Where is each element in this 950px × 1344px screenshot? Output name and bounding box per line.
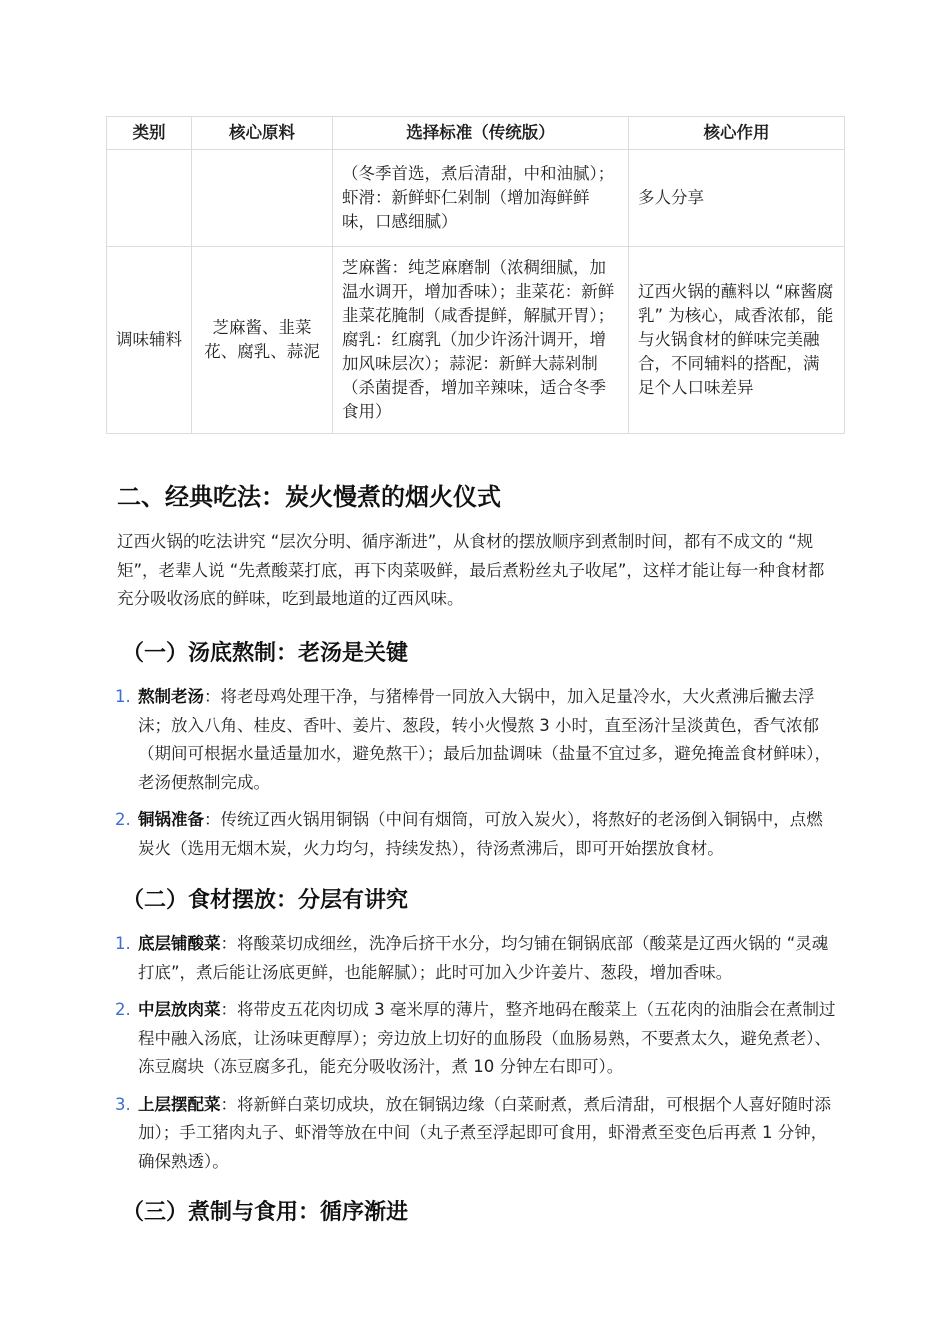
soup-steps-list — [115, 683, 837, 872]
list-item — [115, 1091, 837, 1177]
header-category: 类别 — [107, 117, 192, 150]
subsection-heading-soup: （一）汤底熬制：老汤是关键 — [122, 641, 409, 666]
subsection-heading-layout: （二）食材摆放：分层有讲究 — [122, 888, 409, 913]
list-item — [115, 996, 837, 1082]
list-item-label: 铜锅准备 — [138, 810, 204, 829]
table-row — [107, 150, 845, 247]
cell-standard: 芝麻酱：纯芝麻磨制（浓稠细腻，加温水调开，增加香味）；韭菜花：新鲜韭菜花腌制（咸香提鲜，解腻开胃）；腐乳：红腐乳（加少许汤汁调开，增加风味层次）；蒜泥：新鲜大蒜剁制（杀菌提香，增加辛辣味，适合冬季食用） — [333, 247, 629, 434]
list-item-text: ：将老母鸡处理干净，与猪棒骨一同放入大锅中，加入足量冷水，大火煮沸后撇去浮沫；放入八角、桂皮、香叶、姜片、葱段，转小火慢熬 3 小时，直至汤汁呈淡黄色，香气浓郁（期间可根据水量适量加水，避免熬干）；最后加盐调味（盐量不宜过多，避免掩盖食材鲜味），老汤便熬制完成。 — [138, 687, 831, 792]
cell-category — [107, 150, 192, 247]
list-number: 1. — [115, 687, 131, 706]
cell-role: 多人分享 — [629, 150, 845, 247]
section-heading: 二、经典吃法：炭火慢煮的烟火仪式 — [117, 483, 501, 511]
list-number: 2. — [115, 810, 131, 829]
table-header-row — [107, 117, 845, 150]
cell-standard: （冬季首选，煮后清甜，中和油腻）；虾滑：新鲜虾仁剁制（增加海鲜鲜味，口感细腻） — [333, 150, 629, 247]
header-standard: 选择标准（传统版） — [333, 117, 629, 150]
header-role: 核心作用 — [629, 117, 845, 150]
list-number: 3. — [115, 1094, 131, 1114]
cell-ingredients — [192, 150, 333, 247]
list-number: 2. — [115, 1000, 131, 1019]
cell-ingredients: 芝麻酱、韭菜花、腐乳、蒜泥 — [192, 247, 333, 434]
table-row — [107, 247, 845, 434]
header-ingredients: 核心原料 — [192, 117, 333, 150]
list-item-label: 底层铺酸菜 — [138, 934, 221, 953]
list-item-text: ：将酸菜切成细丝，洗净后挤干水分，均匀铺在铜锅底部（酸菜是辽西火锅的 “灵魂打底”，煮后能让汤底更鲜，也能解腻）；此时可加入少许姜片、葱段，增加香味。 — [138, 934, 829, 982]
cell-role: 辽西火锅的蘸料以 “麻酱腐乳” 为核心，咸香浓郁，能与火锅食材的鲜味完美融合，不同辅料的搭配，满足个人口味差异 — [629, 247, 845, 434]
list-item-text: ：传统辽西火锅用铜锅（中间有烟筒，可放入炭火），将熬好的老汤倒入铜锅中，点燃炭火（选用无烟木炭，火力均匀，持续发热），待汤煮沸后，即可开始摆放食材。 — [138, 810, 823, 858]
list-item-label: 熬制老汤 — [138, 687, 204, 706]
list-item-label: 中层放肉菜 — [138, 1000, 221, 1019]
list-item — [115, 683, 837, 797]
list-number: 1. — [115, 934, 131, 953]
list-item — [115, 930, 837, 987]
cell-category: 调味辅料 — [107, 247, 192, 434]
list-item — [115, 806, 837, 863]
list-item-text: ：将新鲜白菜切成块，放在铜锅边缘（白菜耐煮，煮后清甜，可根据个人喜好随时添加）；手工猪肉丸子、虾滑等放在中间（丸子煮至浮起即可食用，虾滑煮至变色后再煮 1 分钟，确保熟透）。 — [138, 1094, 831, 1171]
ingredients-table — [106, 116, 845, 434]
layering-steps-list — [115, 930, 837, 1185]
list-item-label: 上层摆配菜 — [138, 1094, 221, 1114]
subsection-heading-cooking: （三）煮制与食用：循序渐进 — [122, 1200, 409, 1225]
list-item-text: ：将带皮五花肉切成 3 毫米厚的薄片，整齐地码在酸菜上（五花肉的油脂会在煮制过程中融入汤底，让汤味更醇厚）；旁边放上切好的血肠段（血肠易熟，不要煮太久，避免煮老）、冻豆腐块（冻豆腐多孔，能充分吸收汤汁，煮 10 分钟左右即可）。 — [138, 1000, 836, 1076]
section-intro-paragraph: 辽西火锅的吃法讲究 “层次分明、循序渐进”，从食材的摆放顺序到煮制时间，都有不成文的 “规矩”，老辈人说 “先煮酸菜打底，再下肉菜吸鲜，最后煮粉丝丸子收尾”，这样才能让每一种食材都充分吸收汤底的鲜味，吃到最地道的辽西风味。 — [117, 532, 825, 608]
